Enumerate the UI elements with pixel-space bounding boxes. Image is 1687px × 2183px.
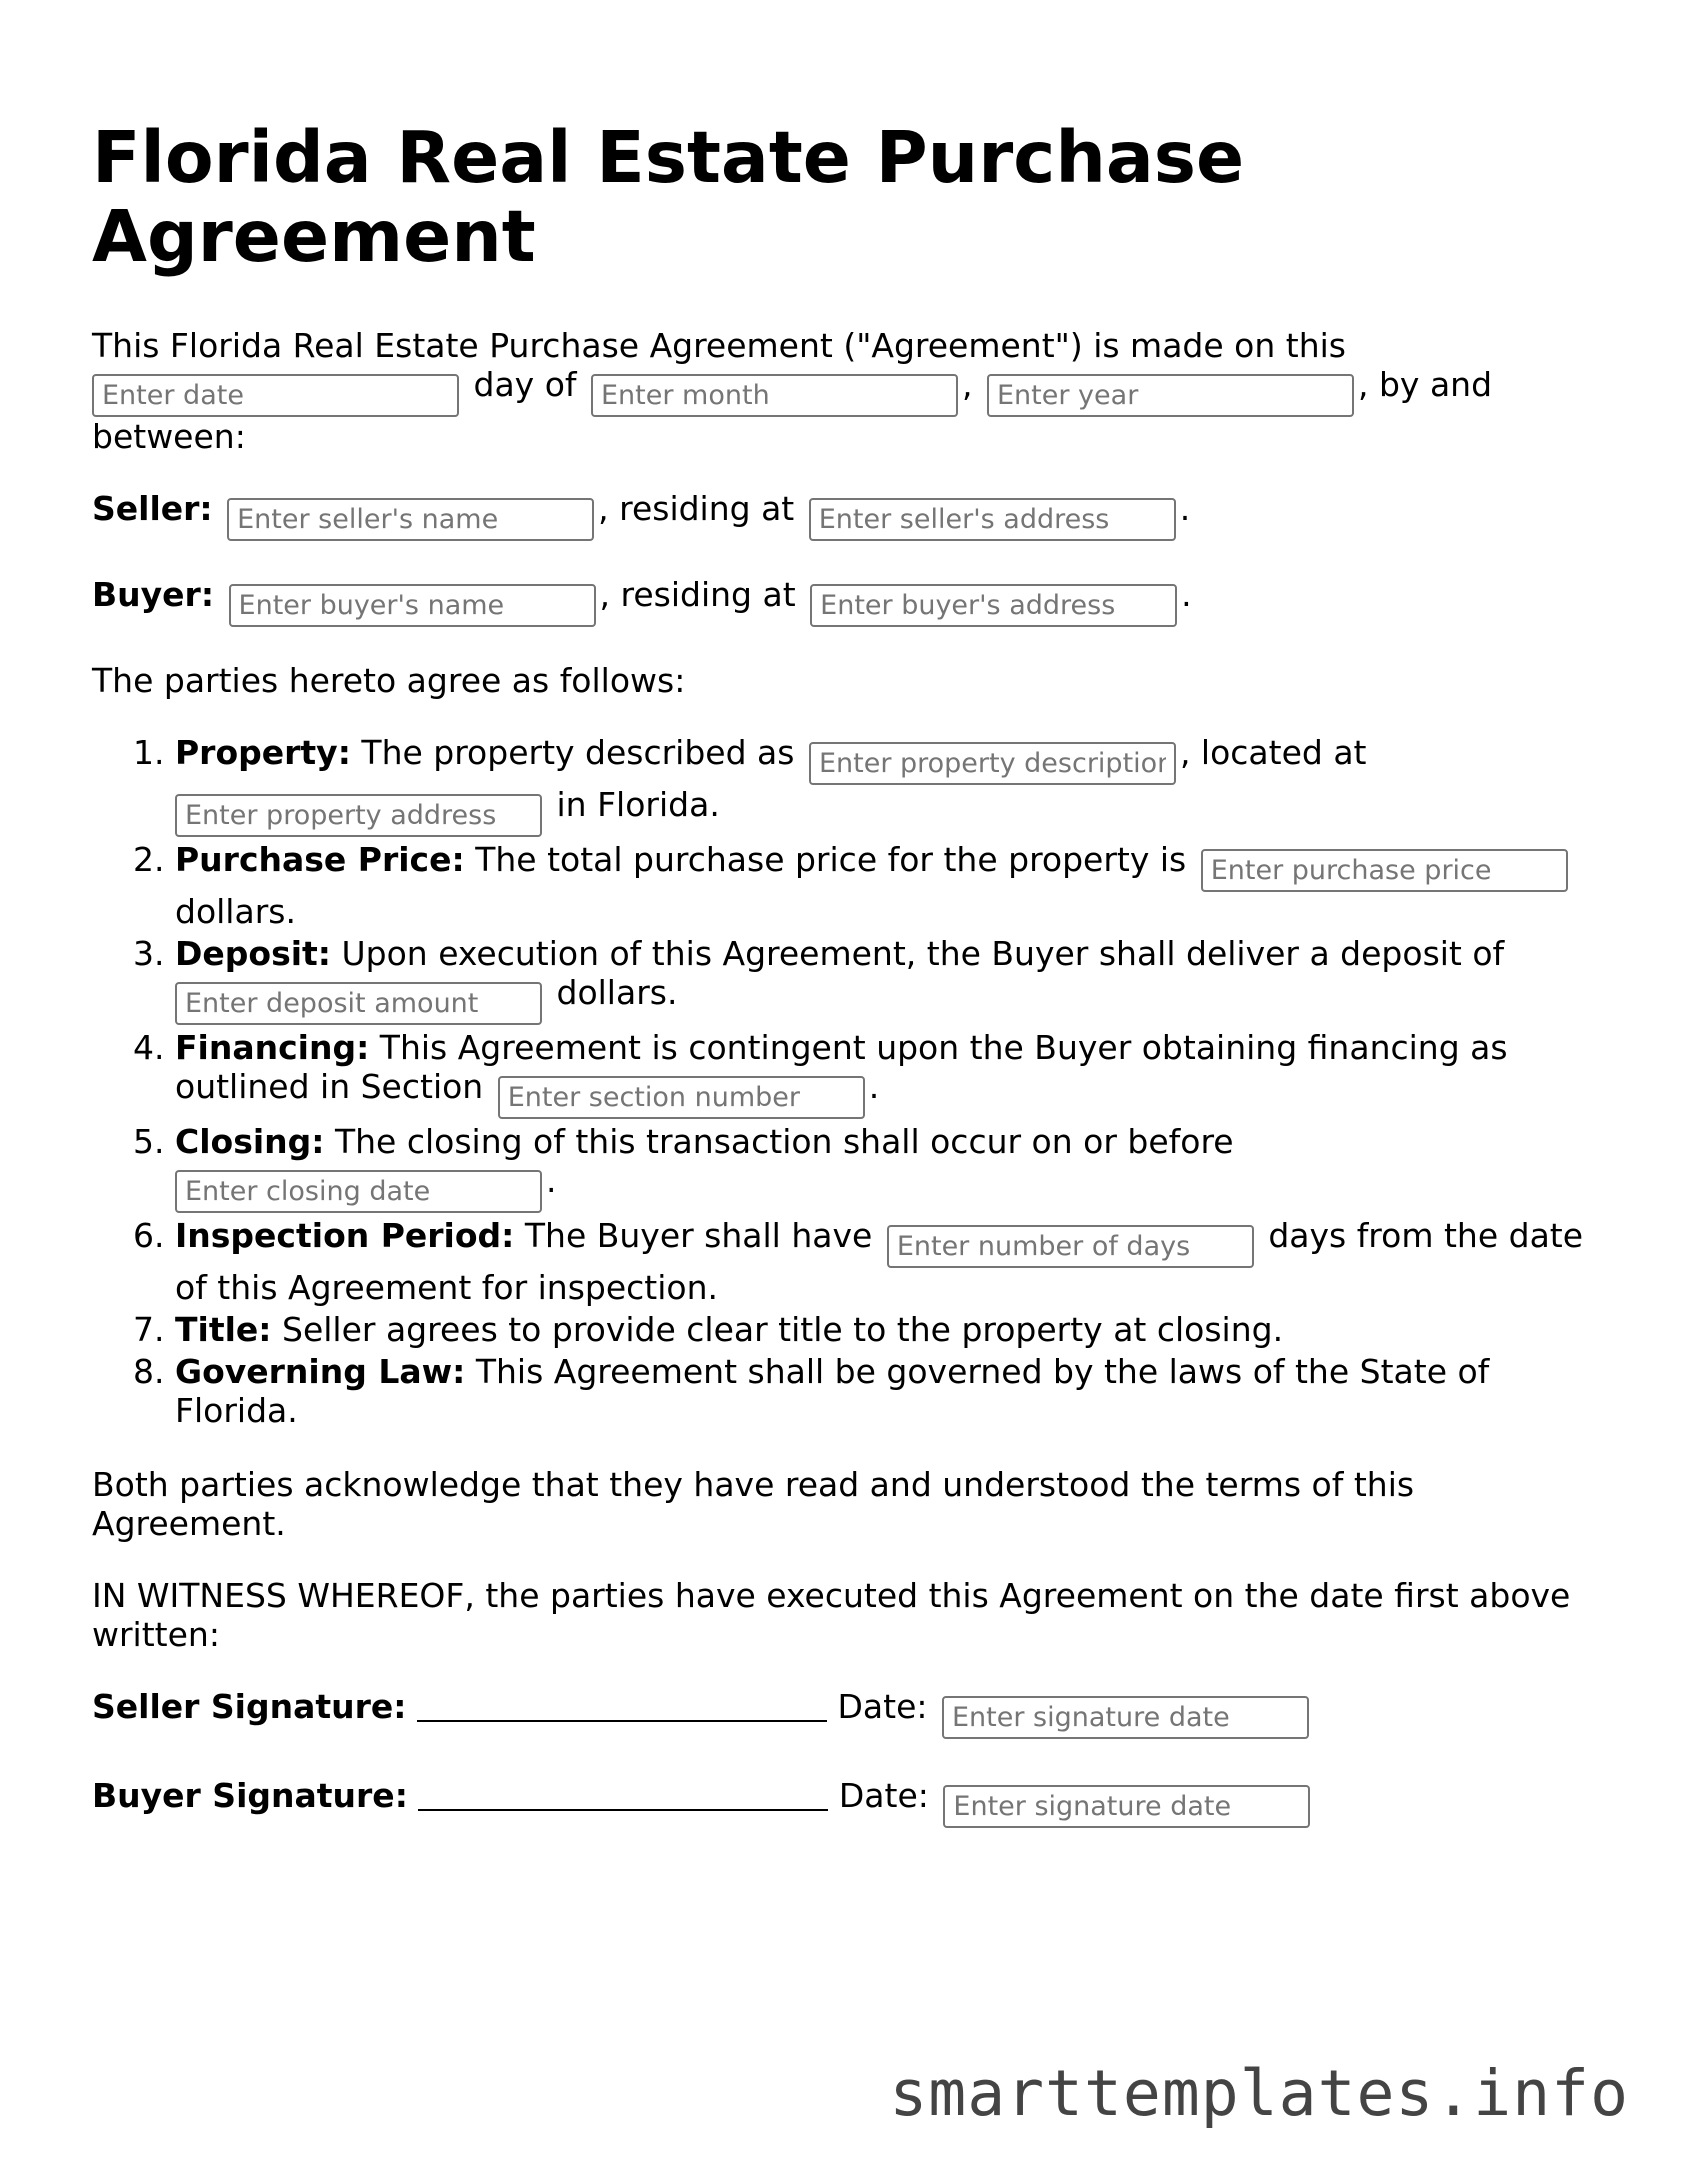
term-title-text: Seller agrees to provide clear title to the property at closing. — [282, 1310, 1284, 1349]
term-deposit-label: Deposit: — [175, 934, 331, 973]
intro-comma: , — [962, 365, 973, 404]
term-deposit-text-b: dollars. — [556, 973, 678, 1012]
term-property-text-a: The property described as — [361, 733, 795, 772]
intro-text-b: day of — [473, 365, 577, 404]
term-inspection-label: Inspection Period: — [175, 1216, 515, 1255]
term-inspection — [175, 1216, 1592, 1307]
purchase-price-input[interactable] — [1201, 849, 1568, 892]
term-closing-label: Closing: — [175, 1122, 325, 1161]
seller-end: . — [1179, 489, 1191, 528]
seller-signature-date-input[interactable] — [942, 1696, 1309, 1739]
term-purchase-price — [175, 840, 1592, 931]
term-property — [175, 733, 1592, 837]
term-deposit-text-a: Upon execution of this Agreement, the Buyer shall deliver a deposit of — [341, 934, 1505, 973]
deposit-amount-input[interactable] — [175, 982, 542, 1025]
term-closing-text-a: The closing of this transaction shall occur on or before — [334, 1122, 1234, 1161]
agreement-month-input[interactable] — [591, 374, 958, 417]
buyer-signature-row — [92, 1776, 1592, 1828]
term-title-label: Title: — [175, 1310, 272, 1349]
section-number-input[interactable] — [498, 1076, 865, 1119]
term-price-text-a: The total purchase price for the property is — [475, 840, 1187, 879]
buyer-line — [92, 575, 1592, 627]
seller-signature-label: Seller Signature: — [92, 1687, 407, 1726]
term-inspection-text-b: days from the date of this Agreement for inspection. — [175, 1216, 1584, 1307]
buyer-signature-date-input[interactable] — [943, 1785, 1310, 1828]
witness-text: IN WITNESS WHEREOF, the parties have executed this Agreement on the date first above written: — [92, 1576, 1571, 1654]
term-property-label: Property: — [175, 733, 351, 772]
term-governing-law — [175, 1352, 1592, 1430]
page-title: Florida Real Estate Purchase Agreement — [92, 116, 1245, 278]
term-deposit — [175, 934, 1592, 1025]
term-inspection-text-a: The Buyer shall have — [524, 1216, 873, 1255]
property-address-input[interactable] — [175, 794, 542, 837]
seller-line — [92, 489, 1592, 541]
buyer-name-input[interactable] — [229, 584, 596, 627]
agreement-day-input[interactable] — [92, 374, 459, 417]
buyer-end: . — [1181, 575, 1192, 614]
seller-name-input[interactable] — [227, 498, 594, 541]
term-law-text: This Agreement shall be governed by the laws of the State of Florida. — [175, 1352, 1490, 1430]
term-financing — [175, 1028, 1592, 1119]
buyer-residing-text: , residing at — [599, 575, 796, 614]
term-price-text-b: dollars. — [175, 892, 296, 931]
seller-signature-line[interactable] — [417, 1690, 827, 1722]
seller-date-label: Date: — [837, 1687, 928, 1726]
buyer-signature-label: Buyer Signature: — [92, 1776, 408, 1815]
agree-text: The parties hereto agree as follows: — [92, 661, 686, 700]
term-title — [175, 1310, 1592, 1349]
brand-watermark: smarttemplates.info — [889, 2057, 1629, 2130]
buyer-signature-line[interactable] — [418, 1779, 828, 1811]
seller-label: Seller: — [92, 489, 213, 528]
buyer-label: Buyer: — [92, 575, 215, 614]
seller-residing-text: , residing at — [598, 489, 795, 528]
terms-list — [92, 733, 1592, 1430]
agreement-year-input[interactable] — [987, 374, 1354, 417]
term-price-label: Purchase Price: — [175, 840, 465, 879]
agreement-document — [92, 118, 1592, 1865]
term-property-text-b: , located at — [1179, 733, 1367, 772]
term-financing-text-a: This Agreement is contingent upon the Buyer obtaining financing as outlined in Section — [175, 1028, 1508, 1106]
intro-paragraph — [92, 326, 1592, 456]
property-description-input[interactable] — [809, 742, 1176, 785]
seller-address-input[interactable] — [809, 498, 1176, 541]
term-property-text-c: in Florida. — [556, 785, 720, 824]
seller-signature-row — [92, 1687, 1592, 1739]
term-closing — [175, 1122, 1592, 1213]
intro-text-c: , by and between: — [92, 365, 1493, 456]
intro-text-a: This Florida Real Estate Purchase Agreement ("Agreement") is made on this — [92, 326, 1346, 365]
buyer-address-input[interactable] — [810, 584, 1177, 627]
term-financing-text-b: . — [868, 1067, 880, 1106]
acknowledge-text: Both parties acknowledge that they have read and understood the terms of this Agreement. — [92, 1465, 1415, 1543]
closing-date-input[interactable] — [175, 1170, 542, 1213]
buyer-date-label: Date: — [838, 1776, 929, 1815]
inspection-days-input[interactable] — [887, 1225, 1254, 1268]
term-financing-label: Financing: — [175, 1028, 370, 1067]
term-closing-text-b: . — [546, 1161, 557, 1200]
term-law-label: Governing Law: — [175, 1352, 466, 1391]
